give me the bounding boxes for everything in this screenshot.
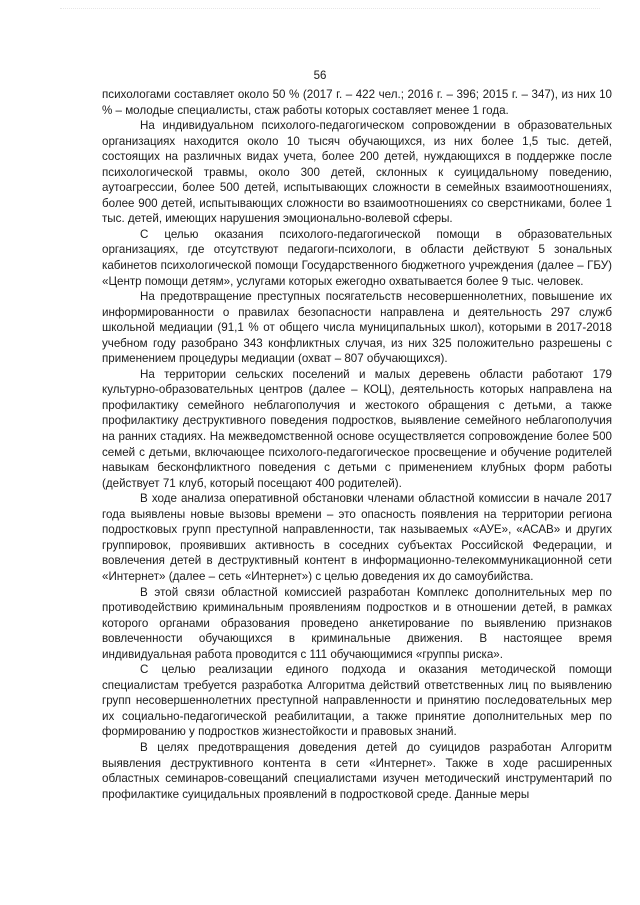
document-body	[102, 87, 612, 802]
paragraph-school-mediation: На предотвращение преступных посягательств несовершеннолетних, повышение их информированности о правилах безопасности направлена и деятельность 297 служб школьной медиации (91,1 % от общего числа муниципальных школ), которыми в 2017-2018 учебном году разобрано 343 конфликтных случая, из них 325 положительно разрешены с применением процедуры медиации (охват – 807 обучающихся).	[102, 290, 612, 366]
paragraph-individual-support: На индивидуальном психолого-педагогическом сопровождении в образовательных организациях находится около 10 тысяч обучающихся, из них более 1,5 тыс. детей, состоящих на различных видах учета, более 200 детей, нуждающихся в поддержке после психологической травмы, около 300 детей, склонных к суицидальному поведению, аутоагрессии, более 500 детей, испытывающих сложности в семейных взаимоотношениях, более 900 детей, испытывающих сложности во взаимоотношениях со сверстниками, более 1 тыс. детей, имеющих нарушения эмоционально-волевой сферы.	[102, 119, 612, 226]
paragraph-cultural-centers: На территории сельских поселений и малых деревень области работают 179 культурно-образовательных центров (далее – КОЦ), деятельность которых направлена на профилактику семейного неблагополучия и жестокого обращения с детьми, а также профилактику деструктивного поведения подростков, выявление семейного неблагополучия на ранних стадиях. На межведомственной основе осуществляется сопровождение более 500 семей с детьми, включающее психолого-педагогическое просвещение и обучение родителей навыкам бесконфликтного поведения с детьми с применением клубных форм работы (действует 71 клуб, который посещают 400 родителей).	[102, 367, 612, 490]
paragraph-new-challenges: В ходе анализа оперативной обстановки членами областной комиссии в начале 2017 года выявлены новые вызовы времени – это опасность появления на территории региона подростковых групп преступной направленности, так называемых «АУЕ», «АСАВ» и других группировок, проявивших активность в соседних субъектах Российской Федерации, и вовлечения детей в деструктивный контент в информационно-телекоммуникационной сети «Интернет» (далее – сеть «Интернет») с целью доведения их до самоубийства.	[102, 492, 612, 583]
paragraph-measures-complex: В этой связи областной комиссией разработан Комплекс дополнительных мер по противодействию криминальным проявлениям подростков и в отношении детей, в рамках которого органами образования проведено анкетирование по выявлению признаков вовлеченности обучающихся в криминальные движения. В настоящее время индивидуальная работа проводится с 111 обучающимися «группы риска».	[102, 585, 612, 661]
paragraph-suicide-prevention: В целях предотвращения доведения детей до суицидов разработан Алгоритм выявления деструктивного контента в сети «Интернет». Также в ходе расширенных областных семинаров-совещаний специалистами изучен методический инструментарий по профилактике суицидальных проявлений в подростковой среде. Данные меры	[102, 740, 612, 801]
page-number: 56	[313, 70, 327, 82]
paragraph-zonal-offices: С целью оказания психолого-педагогической помощи в образовательных организациях, где отсутствуют педагоги-психологи, в области действуют 5 зональных кабинетов психологической помощи Государственного бюджетного учреждения (далее – ГБУ) «Центр помощи детям», услугами которых ежегодно охватывается более 9 тыс. человек.	[102, 227, 612, 288]
scan-artifact	[60, 8, 600, 15]
paragraph-continuation: психологами составляет около 50 % (2017 г. – 422 чел.; 2016 г. – 396; 2015 г. – 347), из них 10 % – молодые специалисты, стаж работы которых составляет менее 1 года.	[102, 88, 612, 117]
paragraph-algorithm-need: С целью реализации единого подхода и оказания методической помощи специалистам требуется разработка Алгоритма действий ответственных лиц по выявлению групп несовершеннолетних преступной направленности и принятию последовательных мер их социально-педагогической реабилитации, а также принятие дополнительных мер по формированию у подростков жизнестойкости и правовых знаний.	[102, 663, 612, 739]
